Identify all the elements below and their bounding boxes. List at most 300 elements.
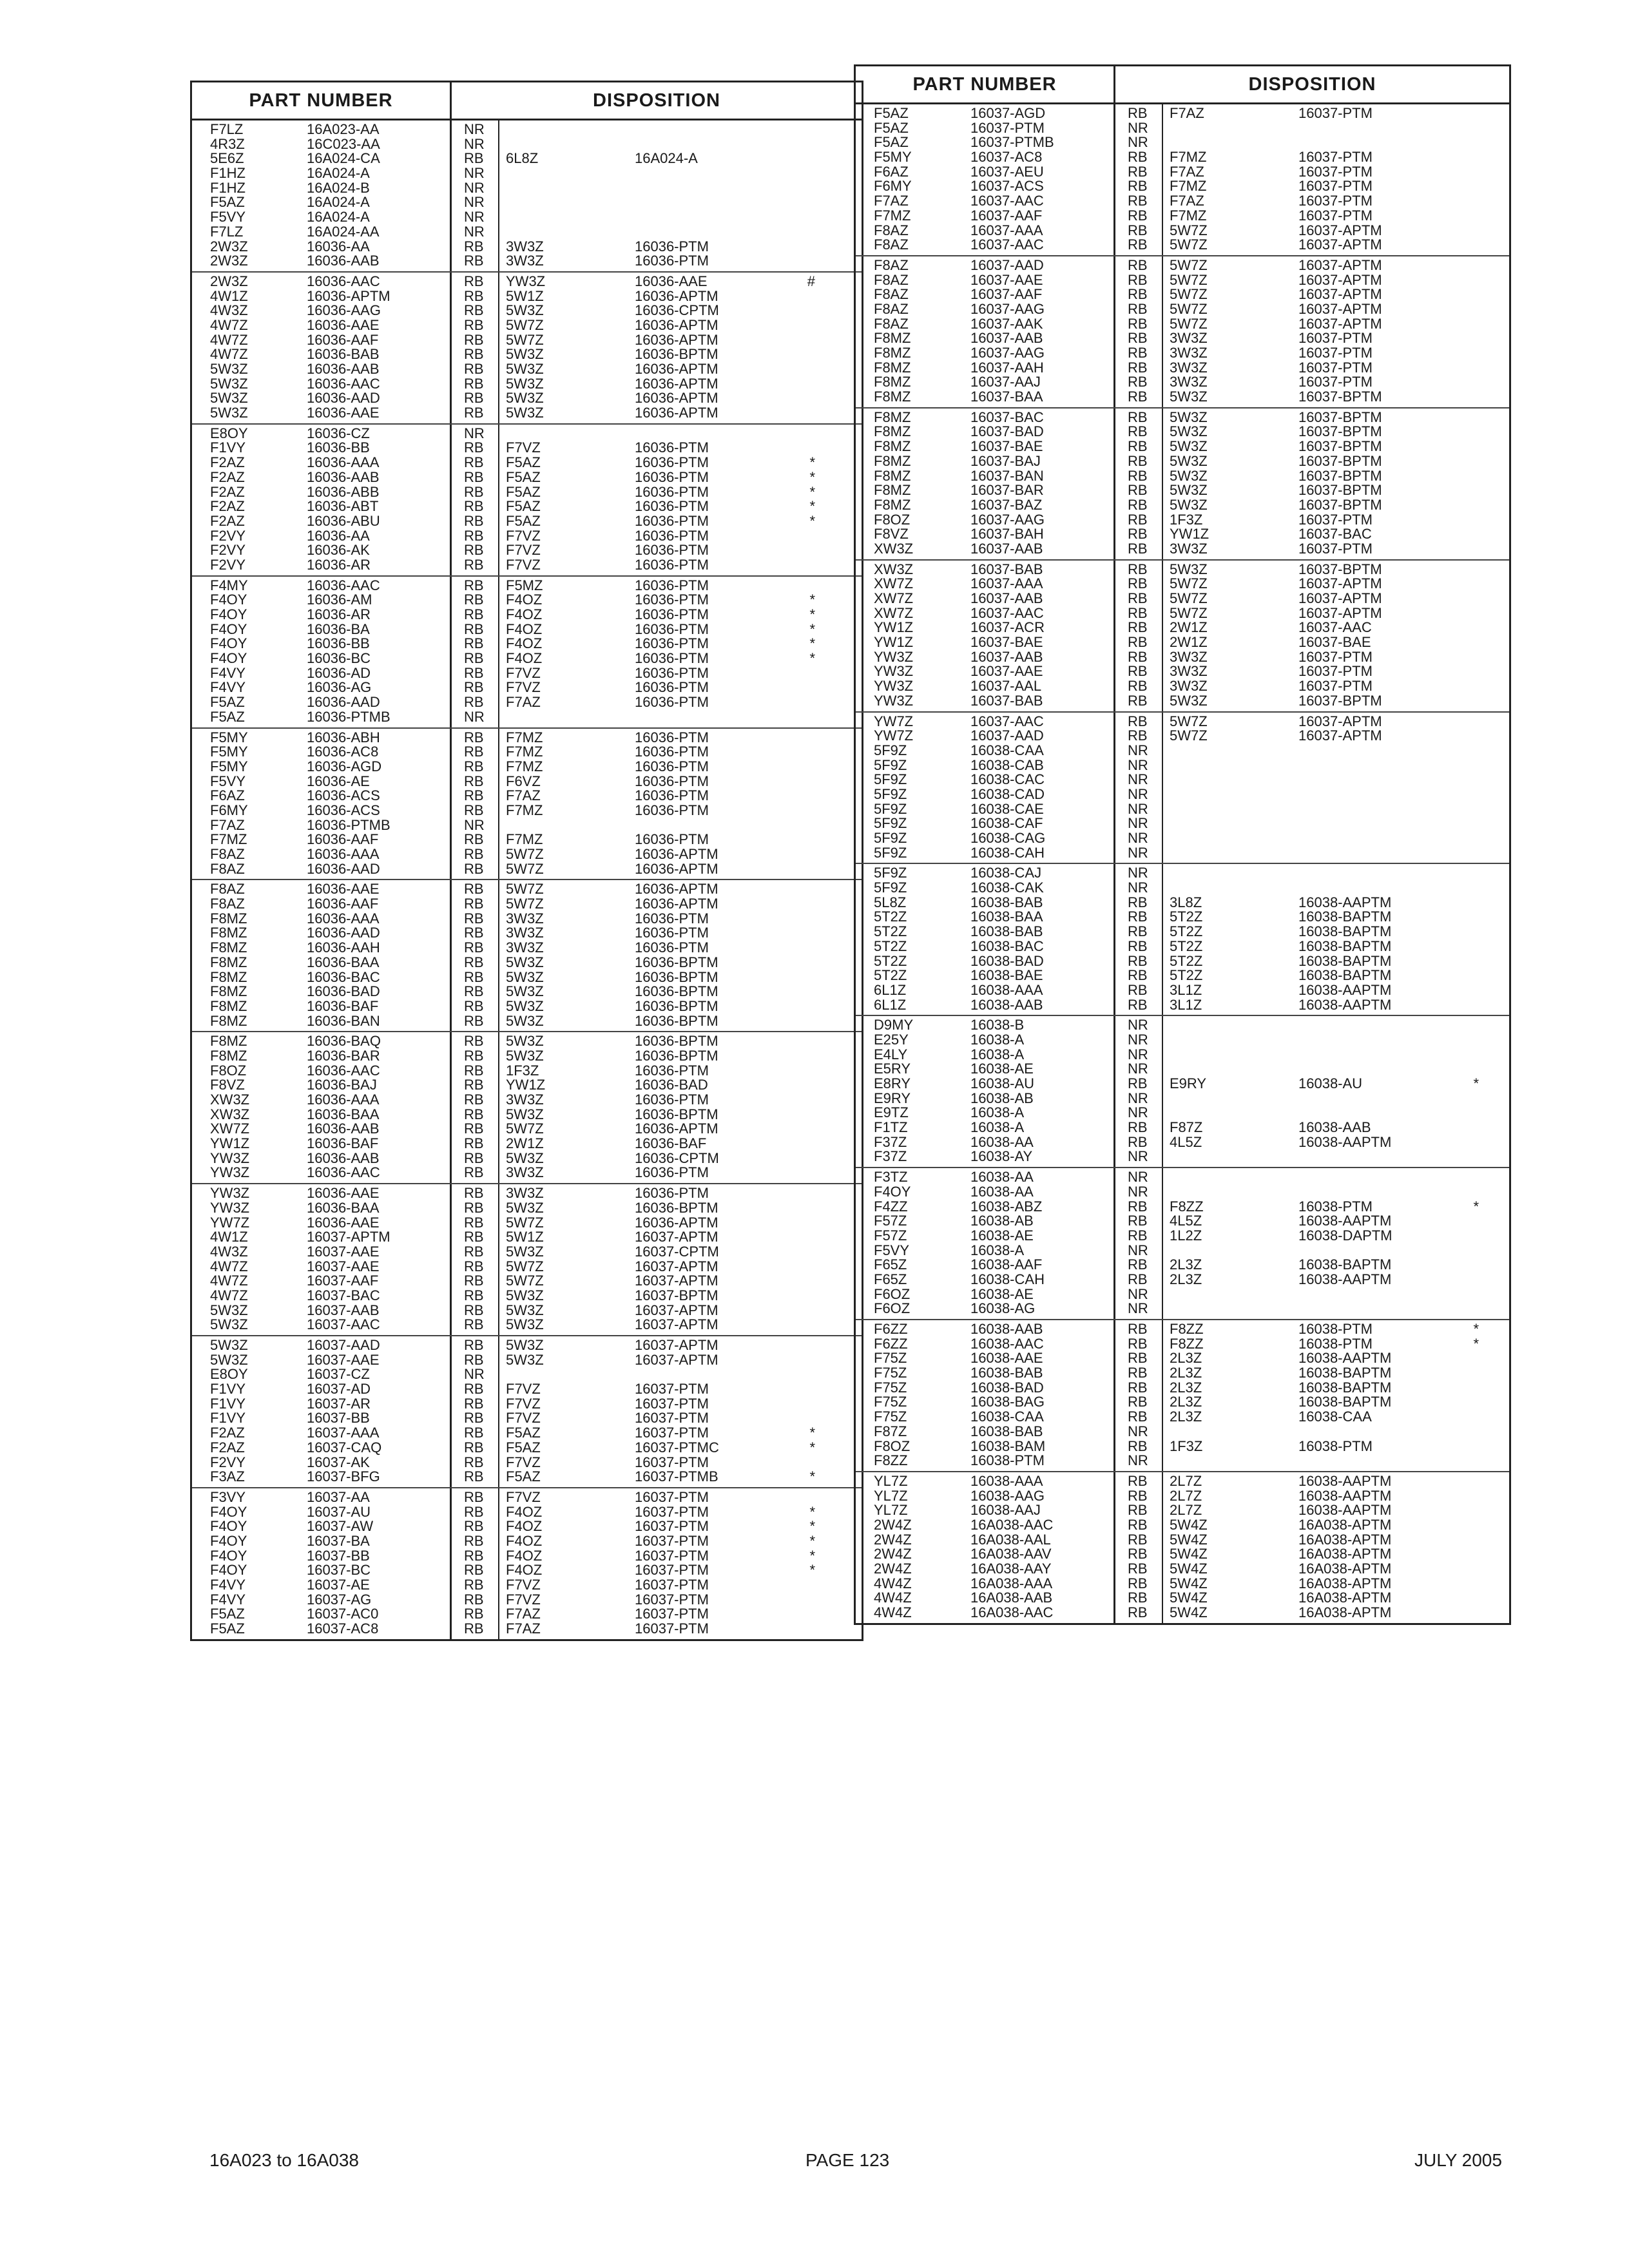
part-prefix: XW3Z — [210, 1107, 250, 1122]
disposition-code: NR — [1128, 1287, 1148, 1302]
replacement-number: 16036-BPTM — [635, 347, 718, 362]
disposition-code: NR — [1128, 773, 1148, 787]
part-prefix: F5AZ — [210, 1622, 245, 1637]
replacement-prefix: 4L5Z — [1170, 1214, 1202, 1229]
disposition-code: NR — [1128, 1302, 1148, 1316]
note-flag — [789, 1289, 815, 1303]
replacement-number — [635, 137, 789, 152]
disposition-code: RB — [1128, 302, 1148, 317]
replacement-prefix: F7AZ — [506, 789, 541, 803]
replacement-prefix: 1F3Z — [1170, 1439, 1203, 1454]
disposition-code: NR — [1128, 831, 1148, 846]
note-flag — [1453, 831, 1479, 846]
disposition-code: RB — [1128, 1228, 1148, 1244]
part-number: 16036-BC — [307, 651, 371, 666]
replacement-number: 16036-APTM — [635, 1122, 718, 1137]
replacement-number: 16036-BPTM — [635, 970, 718, 985]
disposition-code: RB — [464, 406, 484, 421]
replacement-number: 16037-PTM — [635, 1578, 709, 1593]
replacement-prefix: F7AZ — [1170, 106, 1204, 121]
replacement-number: 16038-DAPTM — [1298, 1228, 1393, 1244]
table-row — [856, 194, 1509, 209]
part-number: 16036-AAC — [307, 578, 380, 593]
note-flag — [1453, 606, 1479, 621]
replacement-prefix: F5AZ — [506, 470, 541, 485]
part-prefix: F8AZ — [874, 287, 909, 302]
replacement-number: 16036-BPTM — [635, 999, 718, 1014]
replacement-prefix: F7VZ — [506, 441, 541, 456]
replacement-prefix: F7VZ — [506, 1578, 541, 1593]
note-flag — [789, 941, 815, 956]
replacement-prefix: F7MZ — [506, 730, 543, 745]
table-row — [192, 1593, 862, 1608]
note-flag — [1453, 1106, 1479, 1120]
replacement-prefix: F5AZ — [506, 1440, 541, 1456]
part-prefix: F8ZZ — [874, 1454, 908, 1468]
replacement-number — [1298, 846, 1453, 861]
table-row — [192, 333, 862, 348]
part-number: 16037-AAG — [970, 512, 1045, 528]
replacement-number: 16A024-A — [635, 151, 698, 167]
table-row — [192, 289, 862, 304]
part-prefix: F4OY — [210, 1519, 247, 1534]
note-flag — [1453, 1547, 1479, 1562]
part-prefix: F8MZ — [210, 1034, 247, 1049]
replacement-number: 16037-PTM — [635, 1396, 709, 1412]
replacement-prefix: F5MZ — [506, 578, 543, 593]
replacement-number — [1298, 744, 1453, 758]
part-prefix: F2VY — [210, 1455, 246, 1470]
part-prefix: F8AZ — [874, 273, 909, 288]
disposition-code: NR — [464, 137, 485, 152]
replacement-prefix: 3W3Z — [506, 1093, 544, 1108]
part-prefix: F5VY — [874, 1243, 910, 1258]
note-flag — [789, 1078, 815, 1093]
table-row — [192, 151, 862, 166]
part-number: 16037-AAF — [970, 208, 1043, 224]
disposition-code: RB — [464, 318, 484, 333]
table-row — [192, 137, 862, 152]
part-prefix: F1VY — [210, 1411, 246, 1427]
replacement-prefix: F7MZ — [506, 832, 543, 847]
disposition-code: RB — [464, 1563, 484, 1578]
replacement-prefix — [498, 818, 635, 833]
part-prefix: 2W4Z — [874, 1532, 912, 1548]
replacement-prefix: F7VZ — [506, 1490, 541, 1505]
disposition-code: RB — [1128, 910, 1148, 925]
part-prefix: F7LZ — [210, 122, 244, 137]
disposition-code: RB — [1128, 164, 1148, 180]
part-prefix: F5MY — [210, 759, 248, 774]
disposition-code: RB — [1128, 1474, 1148, 1489]
part-number: 16A024-A — [307, 166, 370, 181]
note-flag — [1453, 238, 1479, 253]
note-flag: * — [809, 514, 815, 529]
part-prefix: F2VY — [210, 528, 246, 544]
disposition-code: RB — [464, 1034, 484, 1049]
note-flag — [789, 579, 815, 593]
part-number: 16A038-AAC — [970, 1517, 1054, 1533]
table-row — [192, 391, 862, 406]
part-number: 16038-AA — [970, 1184, 1034, 1200]
part-number: 16037-AAK — [970, 316, 1043, 332]
note-flag — [1453, 1170, 1479, 1185]
part-prefix: F8AZ — [210, 847, 245, 862]
part-prefix: E8OY — [210, 426, 248, 441]
part-number: 16036-BAA — [307, 1200, 380, 1216]
replacement-number: 16037-PTM — [1298, 346, 1373, 361]
replacement-prefix — [1162, 1425, 1298, 1439]
part-prefix: F6ZZ — [874, 1322, 908, 1337]
note-flag — [1453, 925, 1479, 939]
part-number: 16038-AAF — [970, 1258, 1043, 1273]
table-row — [856, 729, 1509, 744]
note-flag — [789, 1014, 815, 1029]
replacement-prefix — [498, 166, 635, 181]
table-row — [856, 620, 1509, 635]
disposition-code: RB — [1128, 1410, 1148, 1425]
part-number: 16038-AAE — [970, 1351, 1043, 1367]
disposition-code: RB — [1128, 497, 1148, 513]
table-row — [192, 818, 862, 833]
replacement-prefix: 4L5Z — [1170, 1135, 1202, 1150]
part-number: 16A038-AAC — [970, 1606, 1054, 1620]
part-number: 16037-AR — [307, 1396, 371, 1412]
replacement-number: 16037-APTM — [635, 1352, 718, 1368]
note-flag — [1453, 1120, 1479, 1135]
disposition-code: RB — [464, 985, 484, 999]
note-flag: * — [809, 1440, 815, 1456]
replacement-prefix: F7AZ — [506, 1607, 541, 1622]
note-flag — [1453, 346, 1479, 361]
replacement-number: 16036-PTM — [635, 593, 709, 608]
part-number: 16038-AG — [970, 1302, 1036, 1316]
part-number: 16037-AAJ — [970, 375, 1041, 390]
part-number: 16036-ABU — [307, 514, 380, 529]
table-row — [192, 240, 862, 255]
note-flag — [1453, 1135, 1479, 1150]
part-prefix: 5F9Z — [874, 816, 907, 831]
replacement-number: 16037-BPTM — [1298, 425, 1382, 440]
part-prefix: F8AZ — [210, 882, 245, 898]
replacement-prefix: F7VZ — [506, 528, 541, 544]
replacement-number: 16038-BAPTM — [1298, 954, 1392, 969]
part-prefix: F8OZ — [210, 1063, 247, 1079]
disposition-code: RB — [464, 1490, 484, 1505]
note-flag — [1453, 287, 1479, 302]
disposition-code: RB — [464, 999, 484, 1014]
part-number: 16036-BAF — [307, 1137, 379, 1151]
part-number: 16037-BAE — [970, 439, 1043, 454]
replacement-number: 16037-PTM — [635, 1504, 709, 1520]
note-flag — [1453, 1048, 1479, 1062]
replacement-prefix: F7VZ — [506, 666, 541, 681]
note-flag — [1453, 664, 1479, 679]
note-flag — [1453, 650, 1479, 665]
table-row — [856, 816, 1509, 831]
table-row — [192, 558, 862, 573]
part-prefix: 4W7Z — [210, 1274, 248, 1289]
table-row — [192, 456, 862, 470]
note-flag — [1453, 135, 1479, 150]
replacement-prefix: 3L1Z — [1170, 997, 1202, 1013]
part-prefix: F5AZ — [874, 120, 909, 136]
table-row — [192, 1353, 862, 1368]
replacement-number — [1298, 1454, 1453, 1468]
note-flag — [789, 710, 815, 725]
replacement-prefix — [1162, 866, 1298, 881]
replacement-number: 16037-APTM — [635, 1230, 718, 1245]
replacement-number: 16037-BPTM — [635, 1288, 718, 1303]
part-number-header: PART NUMBER — [192, 82, 452, 119]
disposition-code: RB — [1128, 1199, 1148, 1215]
replacement-number: 16038-AAPTM — [1298, 997, 1392, 1013]
table-row — [856, 1547, 1509, 1562]
part-number: 16037-BAC — [970, 410, 1044, 425]
row-group — [856, 1320, 1509, 1472]
replacement-number: 16038-AAPTM — [1298, 1488, 1392, 1504]
part-number: 16038-CAG — [970, 831, 1046, 846]
replacement-prefix — [498, 137, 635, 152]
replacement-prefix: YW1Z — [1170, 527, 1210, 542]
replacement-prefix: 5W4Z — [1170, 1547, 1208, 1562]
replacement-number: 16036-PTM — [635, 680, 709, 696]
replacement-number: 16037-APTM — [1298, 273, 1382, 288]
replacement-number: 16037-PTM — [635, 1548, 709, 1564]
table-row — [192, 862, 862, 877]
note-flag — [1453, 498, 1479, 513]
part-number: 16037-AAB — [307, 1303, 380, 1318]
note-flag — [1453, 273, 1479, 288]
part-number: 16A038-AAV — [970, 1547, 1052, 1562]
disposition-code: NR — [1128, 135, 1148, 151]
note-flag — [1453, 439, 1479, 454]
disposition-code: RB — [464, 1607, 484, 1622]
note-flag — [1453, 1018, 1479, 1033]
part-number: 16036-AAD — [307, 391, 380, 407]
table-row — [856, 802, 1509, 817]
part-number: 16038-AA — [970, 1170, 1034, 1185]
table-row — [856, 1048, 1509, 1062]
replacement-prefix — [1162, 831, 1298, 846]
part-prefix: F2AZ — [210, 470, 245, 485]
table-row — [192, 225, 862, 240]
note-flag — [1453, 954, 1479, 969]
disposition-code: NR — [464, 224, 485, 240]
disposition-code: RB — [464, 882, 484, 898]
disposition-code: RB — [464, 441, 484, 456]
part-number: 16A038-AAY — [970, 1562, 1052, 1577]
replacement-number: 16038-CAA — [1298, 1410, 1372, 1425]
replacement-prefix: 5W4Z — [1170, 1576, 1208, 1591]
part-number: 16037-BAC — [307, 1288, 380, 1303]
note-flag — [1453, 1351, 1479, 1366]
replacement-number — [1298, 831, 1453, 846]
part-number: 16038-BAB — [970, 925, 1043, 939]
part-prefix: XW3Z — [874, 562, 914, 577]
note-flag — [1453, 1258, 1479, 1273]
table-row — [192, 1245, 862, 1260]
disposition-code: RB — [1128, 679, 1148, 694]
row-group — [192, 880, 862, 1032]
part-number: 16036-AAD — [307, 695, 380, 710]
replacement-prefix: 5W3Z — [506, 1014, 544, 1029]
part-prefix: 4W3Z — [210, 1244, 248, 1260]
part-prefix: F2VY — [210, 557, 246, 573]
part-number: 16038-A — [970, 1106, 1025, 1121]
part-number: 16037-ACS — [970, 179, 1044, 195]
part-number: 16036-AAB — [307, 1151, 380, 1166]
part-prefix: 5F9Z — [874, 881, 907, 896]
replacement-prefix: 5W3Z — [506, 1151, 544, 1166]
replacement-number: 16037-PTM — [635, 1519, 709, 1534]
replacement-prefix — [1162, 1170, 1298, 1185]
disposition-code: NR — [464, 818, 485, 833]
replacement-number: 16036-PTM — [635, 543, 709, 558]
replacement-number: 16037-PTM — [635, 1382, 709, 1397]
table-row — [192, 745, 862, 760]
note-flag — [789, 1303, 815, 1318]
replacement-prefix: 3W3Z — [506, 911, 544, 927]
table-row — [856, 1381, 1509, 1396]
part-prefix: F5AZ — [874, 106, 909, 121]
replacement-prefix: YW3Z — [506, 274, 546, 289]
note-flag — [789, 377, 815, 392]
disposition-code: RB — [464, 759, 484, 774]
note-flag — [1453, 694, 1479, 709]
part-prefix: E9TZ — [874, 1106, 909, 1121]
part-number: 16A038-AAB — [970, 1591, 1053, 1606]
disposition-code: RB — [1128, 106, 1148, 121]
note-flag — [1453, 1562, 1479, 1577]
replacement-prefix — [498, 710, 635, 725]
note-flag — [1453, 258, 1479, 273]
note-flag — [789, 1260, 815, 1274]
replacement-prefix: 5W3Z — [506, 1048, 544, 1064]
table-row — [192, 362, 862, 377]
table-row — [192, 760, 862, 774]
part-number: 16037-CAQ — [307, 1440, 382, 1456]
row-group — [192, 1184, 862, 1336]
note-flag: * — [1473, 1077, 1479, 1091]
part-number: 16037-BAR — [970, 483, 1044, 498]
part-number: 16037-AC8 — [307, 1622, 379, 1637]
replacement-prefix: F6VZ — [506, 774, 541, 789]
replacement-prefix: 5W3Z — [506, 391, 544, 407]
part-number: 16037-AAD — [307, 1338, 380, 1353]
replacement-number: 16037-APTM — [1298, 606, 1382, 621]
part-number: 16037-AAC — [970, 714, 1044, 729]
replacement-prefix: 5W7Z — [1170, 729, 1208, 744]
part-number: 16038-BAB — [970, 1366, 1043, 1381]
note-flag: * — [1473, 1199, 1479, 1215]
part-prefix: YW7Z — [874, 729, 914, 744]
replacement-number — [1298, 1302, 1453, 1316]
replacement-prefix — [1162, 846, 1298, 861]
note-flag — [1453, 469, 1479, 484]
replacement-number: 16A038-APTM — [1298, 1591, 1392, 1606]
replacement-prefix: 5W7Z — [1170, 606, 1208, 621]
replacement-number: 16038-BAPTM — [1298, 1395, 1392, 1410]
row-group — [856, 1472, 1509, 1623]
replacement-number: 16038-BAPTM — [1298, 939, 1392, 954]
replacement-number — [1298, 1106, 1453, 1120]
part-number: 16038-CAK — [970, 881, 1044, 896]
part-number: 16037-AGD — [970, 106, 1046, 121]
note-flag — [789, 882, 815, 897]
part-prefix: 5T2Z — [874, 939, 907, 954]
replacement-number: 16036-PTM — [635, 608, 709, 622]
table-row — [192, 1549, 862, 1564]
disposition-code: RB — [464, 608, 484, 622]
replacement-prefix: 5W7Z — [1170, 258, 1208, 273]
table-row — [192, 166, 862, 181]
note-flag — [789, 1108, 815, 1122]
part-number: 16038-CAA — [970, 743, 1044, 758]
part-prefix: F6OZ — [874, 1287, 911, 1302]
left-table-header — [192, 82, 862, 120]
note-flag — [789, 1245, 815, 1260]
part-number: 16036-AAF — [307, 897, 379, 912]
part-prefix: F75Z — [874, 1380, 907, 1396]
replacement-number: 16037-APTM — [635, 1259, 718, 1274]
table-row — [856, 1302, 1509, 1316]
part-number: 16036-BAA — [307, 955, 380, 970]
table-row — [192, 181, 862, 196]
table-row — [856, 1337, 1509, 1352]
note-flag — [1453, 577, 1479, 591]
part-prefix: F8MZ — [874, 439, 911, 454]
note-flag — [789, 803, 815, 818]
part-number: 16037-AC0 — [307, 1607, 379, 1622]
replacement-prefix: 5W7Z — [1170, 287, 1208, 302]
part-number: 16038-BAC — [970, 939, 1044, 954]
disposition-code: RB — [464, 1622, 484, 1637]
table-row — [856, 1229, 1509, 1244]
note-flag — [789, 137, 815, 152]
disposition-code: RB — [464, 239, 484, 255]
replacement-prefix: F5AZ — [506, 514, 541, 529]
replacement-number: 16037-APTM — [635, 1338, 718, 1353]
disposition-code: RB — [1128, 1395, 1148, 1410]
table-row — [856, 1606, 1509, 1620]
part-prefix: 6L1Z — [874, 983, 907, 998]
part-prefix: F87Z — [874, 1424, 907, 1439]
part-number: 16037-AAA — [970, 577, 1043, 591]
table-row — [192, 832, 862, 847]
note-flag — [1453, 620, 1479, 635]
table-row — [192, 1622, 862, 1637]
part-number: 16038-AU — [970, 1077, 1035, 1091]
table-row — [856, 287, 1509, 302]
note-flag — [789, 1216, 815, 1231]
replacement-prefix: F7MZ — [1170, 179, 1207, 195]
replacement-number: 16038-PTM — [1298, 1439, 1373, 1454]
note-flag — [1453, 968, 1479, 983]
note-flag: * — [809, 485, 815, 500]
part-prefix: F4OY — [210, 1533, 247, 1549]
part-prefix: F57Z — [874, 1228, 907, 1244]
part-number: 16036-AR — [307, 608, 371, 622]
part-number: 16036-AAE — [307, 1215, 380, 1231]
replacement-prefix: 5T2Z — [1170, 968, 1203, 983]
table-row — [192, 710, 862, 725]
replacement-prefix — [1162, 1302, 1298, 1316]
part-prefix: YW3Z — [210, 1200, 250, 1216]
disposition-code: RB — [1128, 468, 1148, 484]
disposition-code: NR — [1128, 866, 1148, 881]
note-flag — [789, 1578, 815, 1593]
